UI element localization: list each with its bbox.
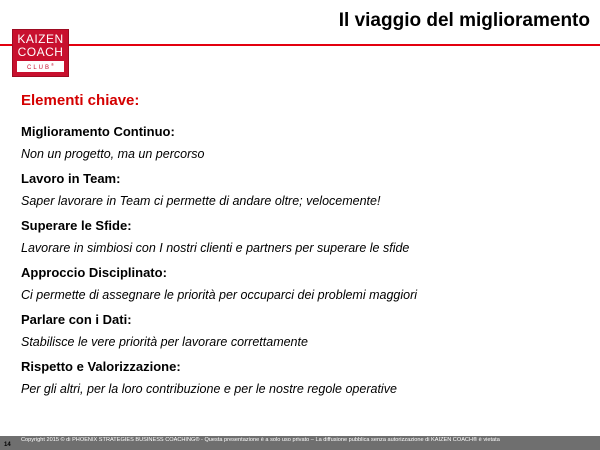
footer-bar <box>0 436 600 450</box>
kaizen-coach-club-logo <box>12 29 69 77</box>
item-heading: Approccio Disciplinato: <box>21 265 167 280</box>
list-item <box>21 169 591 216</box>
list-item <box>21 216 591 263</box>
page-number: 14 <box>4 442 11 448</box>
header-divider <box>0 44 600 46</box>
copyright-notice: Copyright 2015 © di PHOENIX STRATEGIES BUSINESS COACHING® - Questa presentazione è a solo uso privato – La diffusione pubblica senza autorizzazione di KAIZEN COACH® è vietata <box>21 437 500 443</box>
key-elements-list <box>21 122 591 404</box>
logo-line-3: CLUB® <box>17 61 64 72</box>
item-heading: Lavoro in Team: <box>21 171 121 186</box>
item-description: Lavorare in simbiosi con I nostri clienti e partners per superare le sfide <box>21 241 410 255</box>
logo-line-1: KAIZEN <box>17 32 64 46</box>
item-heading: Miglioramento Continuo: <box>21 124 175 139</box>
logo-line-2: COACH <box>17 45 64 59</box>
list-item <box>21 263 591 310</box>
logo-registered-mark: ® <box>51 62 54 67</box>
item-description: Ci permette di assegnare le priorità per occuparci dei problemi maggiori <box>21 288 418 302</box>
item-heading: Parlare con i Dati: <box>21 312 132 327</box>
item-heading: Superare le Sfide: <box>21 218 132 233</box>
list-item <box>21 357 591 404</box>
item-description: Non un progetto, ma un percorso <box>21 147 205 161</box>
item-description: Per gli altri, per la loro contribuzione e per le nostre regole operative <box>21 382 397 396</box>
item-heading: Rispetto e Valorizzazione: <box>21 359 181 374</box>
page-title: Il viaggio del miglioramento <box>338 10 590 31</box>
item-description: Stabilisce le vere priorità per lavorare correttamente <box>21 335 308 349</box>
list-item <box>21 310 591 357</box>
list-item <box>21 122 591 169</box>
item-description: Saper lavorare in Team ci permette di andare oltre; velocemente! <box>21 194 381 208</box>
section-title: Elementi chiave: <box>21 92 140 109</box>
